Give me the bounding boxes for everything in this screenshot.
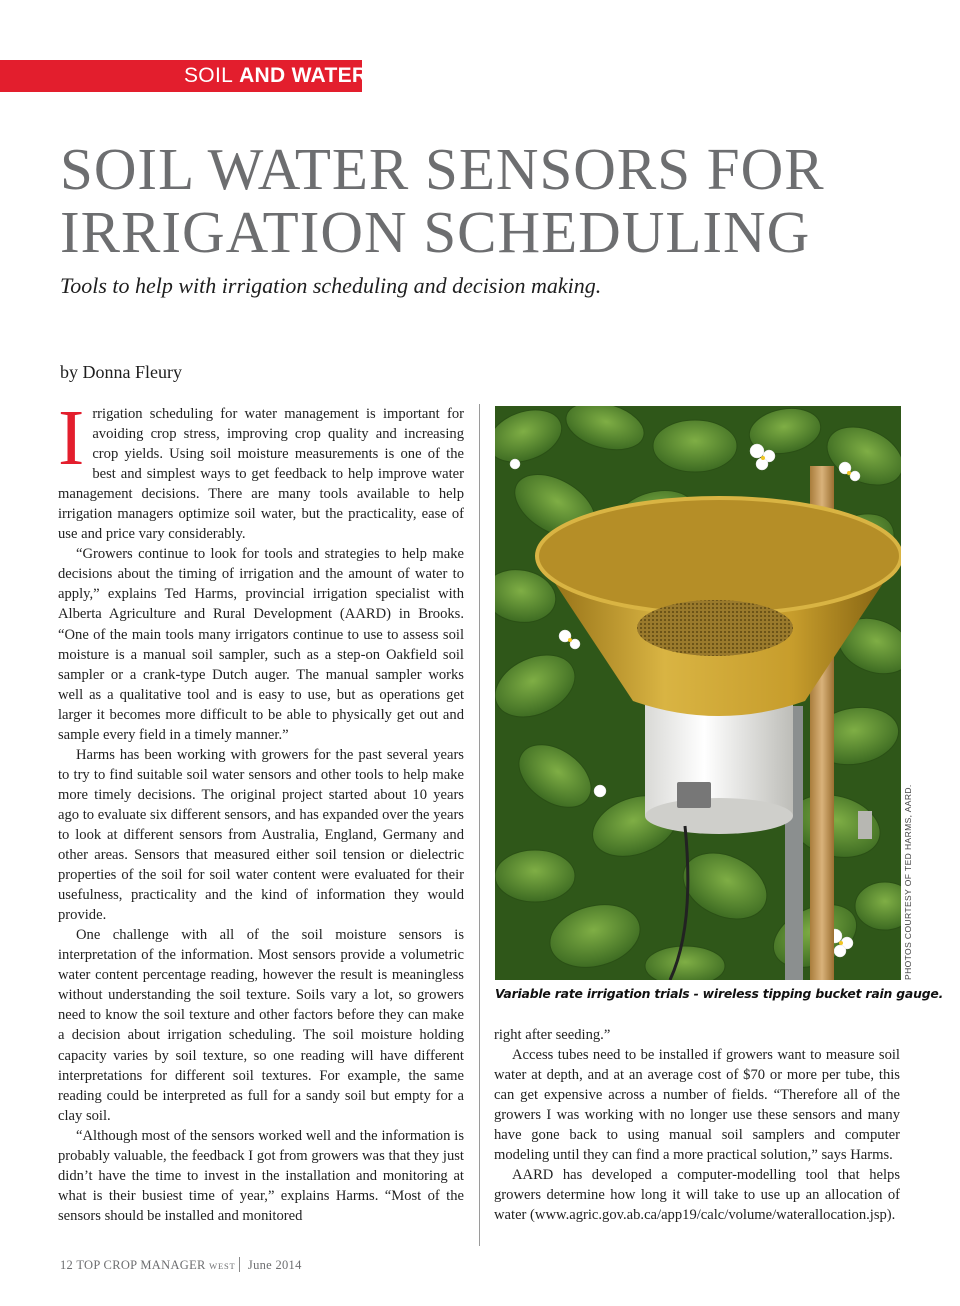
paragraph-1: [58, 404, 464, 544]
page-number: 12: [60, 1258, 74, 1272]
magazine-name: TOP CROP MANAGER: [76, 1258, 206, 1272]
paragraph-3: Harms has been working with growers for the past several years to try to find suitable soil water sensors and other tools to help make more timely decisions. The original project started about 10 years ago to evaluate six different sensors, and has expanded over the years to look at different sensors from Australia, England, Germany and other areas. Sensors that measured either soil tension or dielectric properties of the soil for soil water content were evaluated for their usefulness, practicality and the kind of information they would provide.: [58, 746, 464, 924]
section-label: [0, 60, 368, 92]
issue-date: June 2014: [247, 1258, 302, 1272]
page-footer: [60, 1257, 302, 1273]
headline-line-2: IRRIGATION SCHEDULING: [60, 199, 811, 265]
headline-line-1: SOIL WATER SENSORS FOR: [60, 136, 825, 202]
article-column-left: [58, 404, 464, 1246]
section-label-bold: AND WATER: [239, 64, 368, 87]
gauge-mesh: [637, 600, 793, 656]
article-deck: Tools to help with irrigation scheduling and decision making.: [60, 273, 602, 298]
footer-separator: [239, 1257, 240, 1272]
paragraph-4: One challenge with all of the soil moisture sensors is interpretation of the information. Most sensors provide a volumetric water content percentage reading, however the result is meaningless without understanding the soil texture. Soils vary a lot, so growers need to know the soil texture and other factors before they can make a decision about irrigation scheduling. The soil moisture holding capacity varies by soil texture, so one reading will have different interpretations for different soil textures. For example, the same reading could be interpreted as full for a sandy soil but empty for a clay soil.: [58, 927, 464, 1124]
paragraph-6: right after seeding.”: [494, 1027, 611, 1043]
paragraph-8: AARD has developed a computer-modelling tool that helps growers determine how long it will take to use up an allocation of water (www.agric.gov.ab.ca/app19/calc/volume/waterallocation.jsp).: [494, 1167, 900, 1224]
photo-caption: Variable rate irrigation trials - wireless tipping bucket rain gauge.: [495, 986, 944, 1001]
paragraph-7: Access tubes need to be installed if growers want to measure soil water at depth, and at an average cost of $70 or more per tube, this can get expensive across a number of fields. “Therefore all of the growers I was working with no longer use these sensors and many have gone back to using manual soil samplers and computer modeling until they can find a more practical solution,” says Harms.: [494, 1047, 900, 1164]
article-headline: [60, 138, 920, 264]
magazine-edition: WEST: [209, 1261, 236, 1271]
paragraph-2: “Growers continue to look for tools and strategies to help make decisions about the timing of irrigation and the amount of water to apply,” explains Ted Harms, provincial irrigation specialist with Alberta Agriculture and Rural Development (AARD) in Brooks. “One of the main tools many irrigators continue to use to assess soil moisture is a manual soil sampler, such as a step-on Oakfield soil sampler or a crank-type Dutch auger. The manual sampler works well as a qualitative tool and is easy to use, but as operations get larger it becomes more difficult to be able to physically get out and sample every field in a timely manner.”: [58, 546, 464, 743]
rain-gauge-photo: [495, 406, 901, 980]
section-label-light: SOIL: [184, 64, 234, 87]
article-column-right: [494, 1025, 900, 1247]
gauge-label: [677, 782, 711, 808]
paragraph-5: “Although most of the sensors worked well and the information is probably valuable, the feedback I got from growers was that they just didn’t have the time to invest in the installation and monitoring at what is their busiest time of year,” explains Harms. “Most of the sensors should be installed and monitored: [58, 1127, 464, 1224]
byline: by Donna Fleury: [60, 362, 182, 382]
paragraph-1-text: rrigation scheduling for water management is important for avoiding crop stress, improving crop quality and increasing crop yields. Using soil moisture measurements is one of the best and simplest ways to get feedback to help improve water management decisions. There are many tools available to help irrigation managers optimize soil water, but the practicality, ease of use and price vary considerably.: [58, 406, 464, 543]
drop-cap: I: [58, 404, 85, 482]
column-divider: [479, 404, 480, 1246]
sensor-box: [858, 811, 872, 839]
